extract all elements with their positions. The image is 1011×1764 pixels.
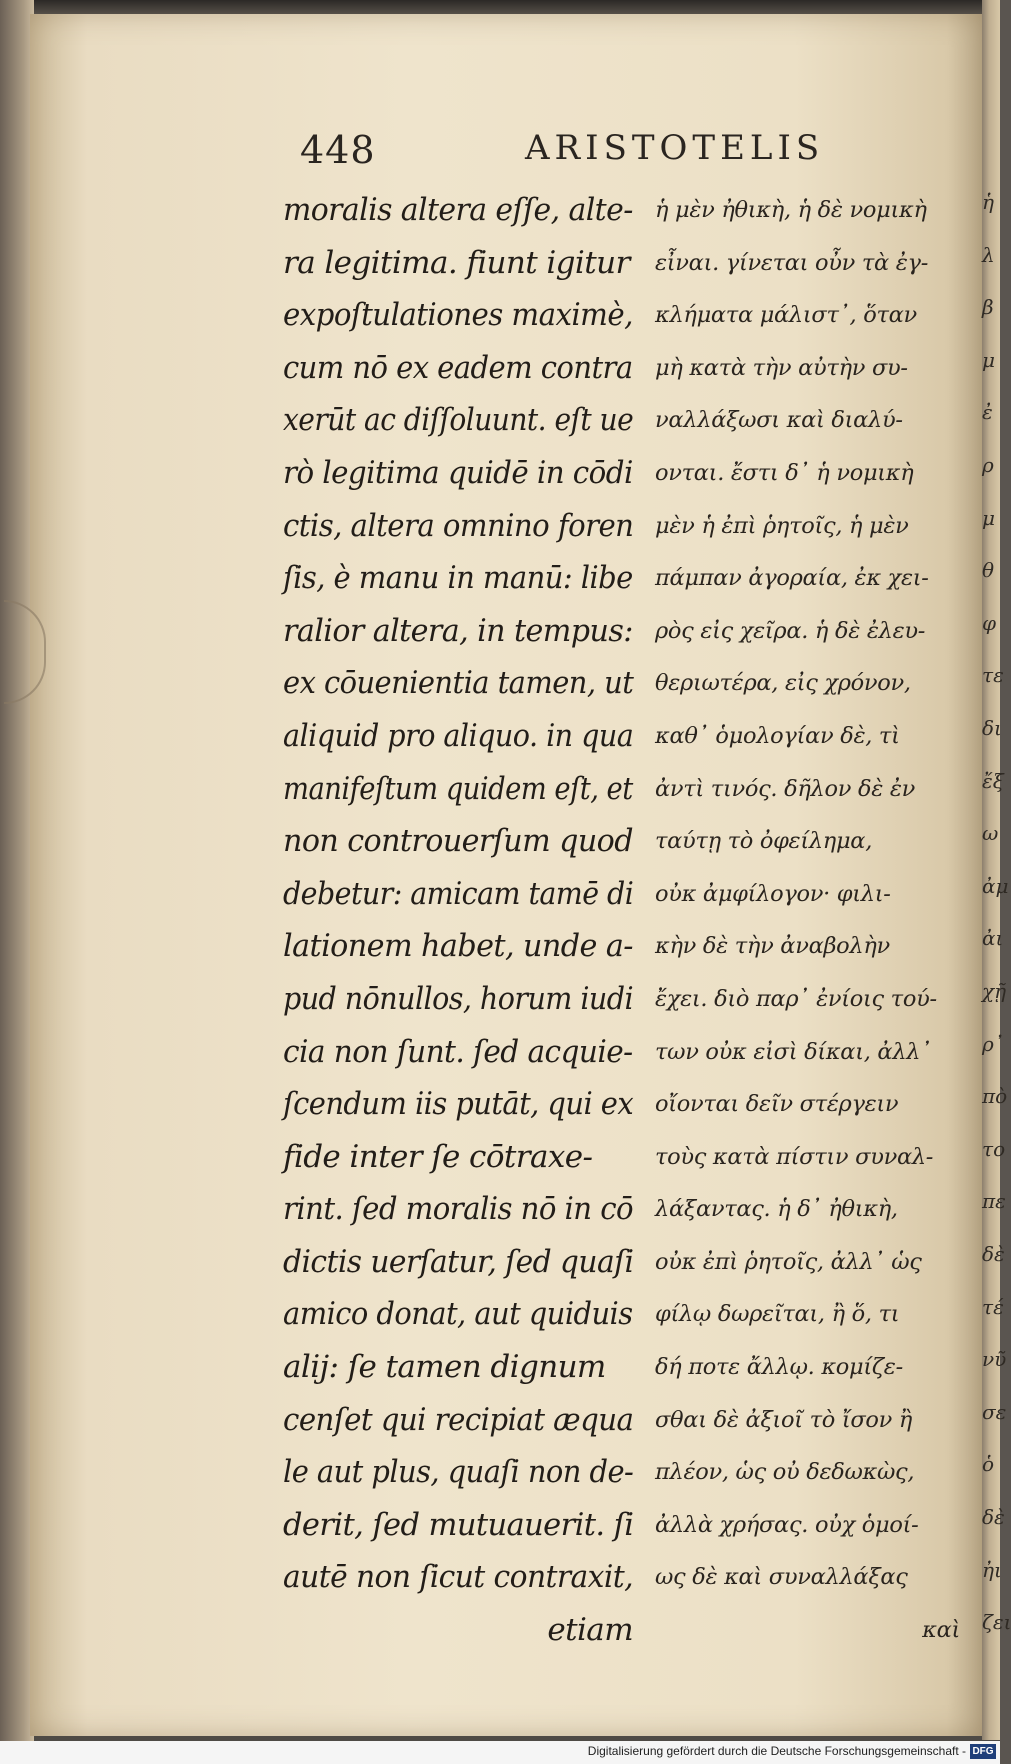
greek-text-line: ταύτῃ τὸ ὀφείλημα, (655, 828, 873, 855)
latin-text-line: cum nō ex eadem contra (283, 349, 633, 386)
latin-text-line: rò legitima quidē in cōdi (283, 454, 633, 491)
latin-text-line: ra legitima. fiunt igitur (283, 244, 630, 281)
greek-text-line: δή ποτε ἄλλῳ. κομίζε- (655, 1354, 903, 1381)
facing-page-fragment: θ (982, 558, 995, 583)
greek-text-line: καθ᾽ ὁμολογίαν δὲ, τὶ (655, 722, 900, 749)
greek-text-line: τοὺς κατὰ πίστιν συναλ- (655, 1143, 934, 1170)
facing-page-fragment: φ (982, 610, 997, 635)
greek-text-line: ναλλάξωσι καὶ διαλύ- (655, 407, 903, 434)
running-head: ARISTOTELIS (525, 128, 825, 168)
latin-text-line: moralis altera eſſe, alte- (283, 192, 633, 228)
greek-text-line: οἴονται δεῖν στέργειν (655, 1091, 899, 1118)
latin-text-line: ſis, è manu in manū: libe (283, 560, 633, 597)
facing-page-fragment: μ (982, 347, 995, 372)
greek-text-line: θεριωτέρα, εἰς χρόνον, (655, 670, 911, 697)
facing-page-fragment: ὁ (982, 1452, 995, 1477)
facing-page-fragment: λ (982, 242, 995, 267)
greek-text-line: ἔχει. διὸ παρ᾽ ἐνίοις τού- (655, 985, 937, 1012)
facing-page-fragment: β (982, 295, 994, 320)
facing-page-fragment: ἐ (982, 400, 993, 425)
facing-page-fragment: ρ᾽ (982, 1031, 1004, 1056)
greek-text-line: μὲν ἡ ἐπὶ ῥητοῖς, ἡ μὲν (655, 512, 909, 539)
latin-text-line: fide inter ſe cōtraxe- (283, 1138, 593, 1175)
latin-text-line: le aut plus, quaſi non de- (283, 1454, 634, 1491)
facing-page-fragment: ἀμ (982, 873, 1009, 898)
dfg-logo: DFG (970, 1744, 996, 1759)
latin-text-line: alij: ſe tamen dignum (283, 1349, 606, 1386)
latin-text-line: expoſtulationes maximè, (283, 297, 633, 334)
facing-page-fragment: τε (982, 663, 1004, 688)
greek-text-line: φίλῳ δωρεῖται, ἢ ὅ, τι (655, 1301, 900, 1328)
facing-page-fragment: ἔξ (982, 768, 1004, 793)
greek-text-line: μὴ κατὰ τὴν αὐτὴν συ- (655, 354, 908, 381)
facing-page-fragment: ἡ (982, 190, 994, 214)
latin-text-line: cenſet qui recipiat æqua (283, 1401, 634, 1438)
facing-page-fragment: σε (982, 1399, 1007, 1424)
facing-page-fragment: δὲ (982, 1242, 1005, 1266)
facing-page-fragment: ρ (982, 453, 994, 477)
footer-credit: Digitalisierung gefördert durch die Deutsche Forschungsgemeinschaft - (587, 1744, 966, 1758)
greek-text-line: κὴν δὲ τὴν ἀναβολὴν (655, 933, 890, 960)
facing-page-fragment: νῦ (982, 1347, 1007, 1372)
latin-text-line: ſcendum iis putāt, qui ex (283, 1086, 634, 1123)
facing-page-fragment: ἠι (982, 1557, 1002, 1582)
facing-page-fragment: δι (982, 716, 1002, 740)
latin-text-line: pud nōnullos, horum iudi (283, 980, 634, 1017)
greek-text-line: ἡ μὲν ἠθικὴ, ἡ δὲ νομικὴ (655, 197, 927, 223)
facing-page-fragment: το (982, 1136, 1006, 1161)
greek-text-line: ονται. ἔστι δ᾽ ἡ νομικὴ (655, 459, 914, 486)
latin-text-line: rint. ſed moralis nō in cō (283, 1191, 633, 1228)
latin-text-line: aliquid pro aliquo. in qua (283, 717, 634, 754)
latin-text-line: derit, ſed mutuauerit. ſi (283, 1506, 634, 1543)
latin-text-line: non controuerſum quod (283, 823, 633, 860)
latin-text-line: debetur: amicam tamē di (283, 875, 634, 912)
greek-text-line: ἀλλὰ χρήσας. οὐχ ὁμοί- (655, 1511, 919, 1538)
greek-text-line: των οὐκ εἰσὶ δίκαι, ἀλλ᾽ (655, 1038, 932, 1065)
greek-text-line: πλέον, ὡς οὐ δεδωκὼς, (655, 1459, 915, 1486)
latin-column (283, 184, 633, 1657)
latin-text-line: ctis, altera omnino foren (283, 507, 634, 544)
page-number: 448 (300, 128, 376, 172)
facing-page-fragment: ἀι (982, 926, 1004, 951)
latin-text-line: lationem habet, unde a- (283, 928, 633, 965)
latin-text-line: autē non ſicut contraxit, (283, 1559, 634, 1596)
latin-text-line: ex cōuenientia tamen, ut (283, 665, 634, 702)
latin-text-line: amico donat, aut quiduis (283, 1296, 633, 1333)
greek-text-line: ἀντὶ τινός. δῆλον δὲ ἐν (655, 775, 915, 802)
facing-page-fragment: τέ (982, 1294, 1004, 1319)
greek-text-line: πάμπαν ἀγοραία, ἐκ χει- (655, 565, 929, 592)
latin-text-line: ralior altera, in tempus: (283, 612, 633, 649)
digitization-footer (0, 1741, 1000, 1764)
greek-text-line: ρὸς εἰς χεῖρα. ἡ δὲ ἐλευ- (655, 617, 926, 644)
greek-text-line: κλήματα μάλιστ᾽, ὅταν (655, 302, 917, 329)
greek-text-line: ως δὲ καὶ συναλλάξας (655, 1564, 908, 1591)
greek-text-line: οὐκ ἐπὶ ῥητοῖς, ἀλλ᾽ ὡς (655, 1248, 922, 1275)
greek-catchword: καὶ (922, 1617, 960, 1644)
greek-text-line: σθαι δὲ ἀξιοῖ τὸ ἴσον ἢ (655, 1406, 913, 1433)
facing-page-fragment: ζει (982, 1610, 1011, 1635)
greek-column (655, 184, 960, 1657)
greek-text-line: εἶναι. γίνεται οὖν τὰ ἐγ- (655, 249, 929, 276)
greek-text-line: λάξαντας. ἡ δ᾽ ἠθικὴ, (655, 1196, 898, 1223)
book-left-edge (0, 0, 34, 1764)
latin-text-line: dictis uerſatur, ſed quaſi (283, 1243, 634, 1280)
greek-text-line: οὐκ ἀμφίλογον· φιλι- (655, 880, 891, 907)
latin-text-line: manifeſtum quidem eſt, et (283, 770, 633, 807)
facing-page-fragment: μ (982, 505, 995, 530)
facing-page-fragment: χῇ (982, 979, 1007, 1003)
facing-page-fragment: πε (982, 1189, 1006, 1214)
latin-text-line: cia non ſunt. ſed acquie- (283, 1033, 633, 1070)
latin-text-line: xerūt ac diſſoluunt. eſt ue (283, 402, 634, 439)
facing-page-fragment: δὲ (982, 1505, 1005, 1529)
facing-page-edge (982, 0, 1011, 1740)
latin-catchword: etiam (547, 1612, 633, 1649)
facing-page-fragment: ω (982, 821, 999, 846)
facing-page-fragment: πὸ (982, 1084, 1008, 1109)
